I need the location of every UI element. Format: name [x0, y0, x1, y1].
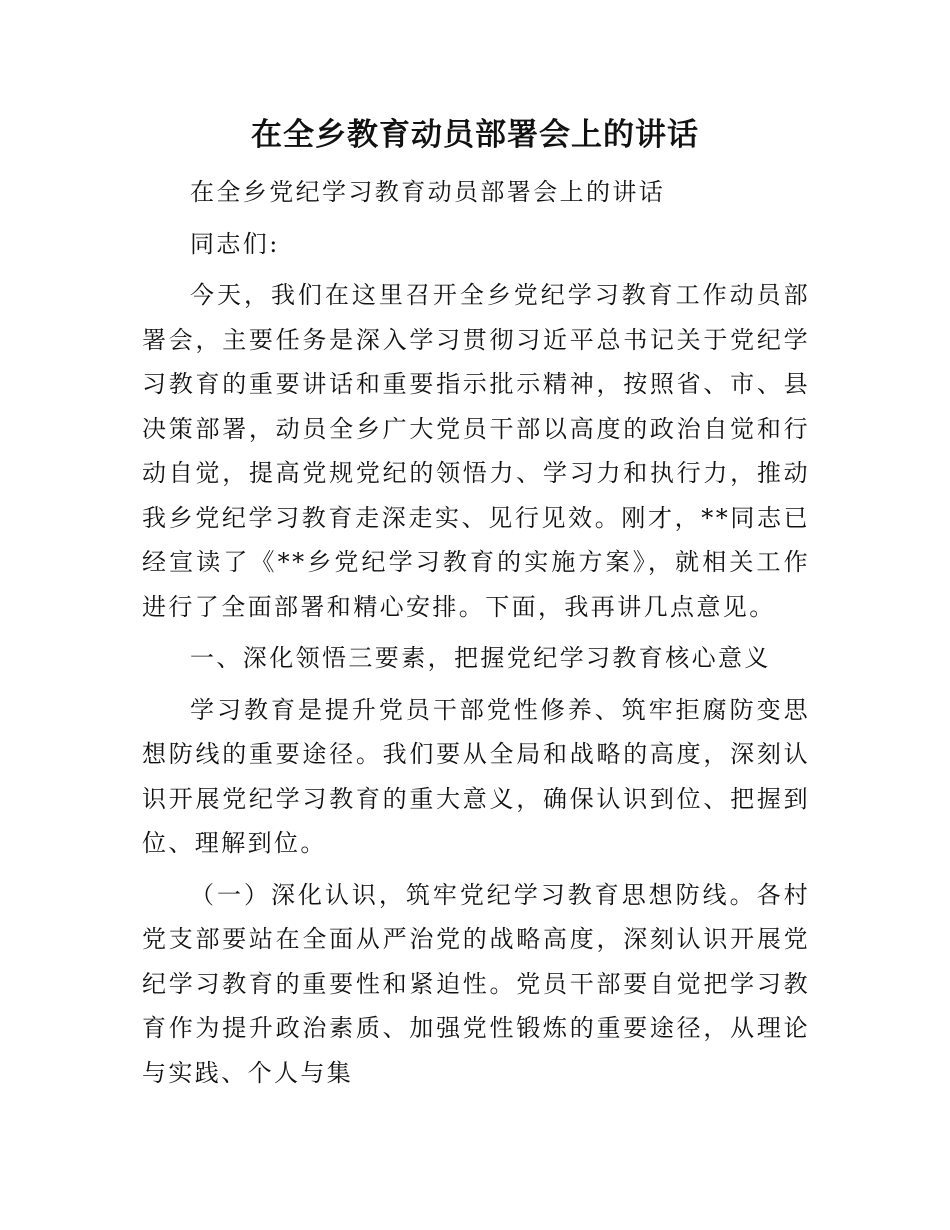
document-body	[142, 170, 810, 1102]
salutation: 同志们:	[190, 229, 280, 258]
paragraph-section-intro: 学习教育是提升党员干部党性修养、筑牢拒腐防变思想防线的重要途径。我们要从全局和战略的高度，深刻认识开展党纪学习教育的重大意义，确保认识到位、把握到位、理解到位。	[142, 695, 810, 857]
paragraph-subsection-1: （一）深化认识，筑牢党纪学习教育思想防线。各村党支部要站在全面从严治党的战略高度，深刻认识开展党纪学习教育的重要性和紧迫性。党员干部要自觉把学习教育作为提升政治素质、加强党性锻炼的重要途径，从理论与实践、个人与集	[142, 880, 810, 1087]
section-heading: 一、深化领悟三要素，把握党纪学习教育核心意义	[190, 644, 771, 672]
document-subtitle: 在全乡党纪学习教育动员部署会上的讲话	[190, 178, 666, 206]
paragraph-intro: 今天，我们在这里召开全乡党纪学习教育工作动员部署会，主要任务是深入学习贯彻习近平总书记关于党纪学习教育的重要讲话和重要指示批示精神，按照省、市、县决策部署，动员全乡广大党员干部以高度的政治自觉和行动自觉，提高党规党纪的领悟力、学习力和执行力，推动我乡党纪学习教育走深走实、见行见效。刚才，**同志已经宣读了《**乡党纪学习教育的实施方案》，就相关工作进行了全面部署和精心安排。下面，我再讲几点意见。	[142, 281, 810, 621]
document-title: 在全乡教育动员部署会上的讲话	[251, 117, 699, 153]
